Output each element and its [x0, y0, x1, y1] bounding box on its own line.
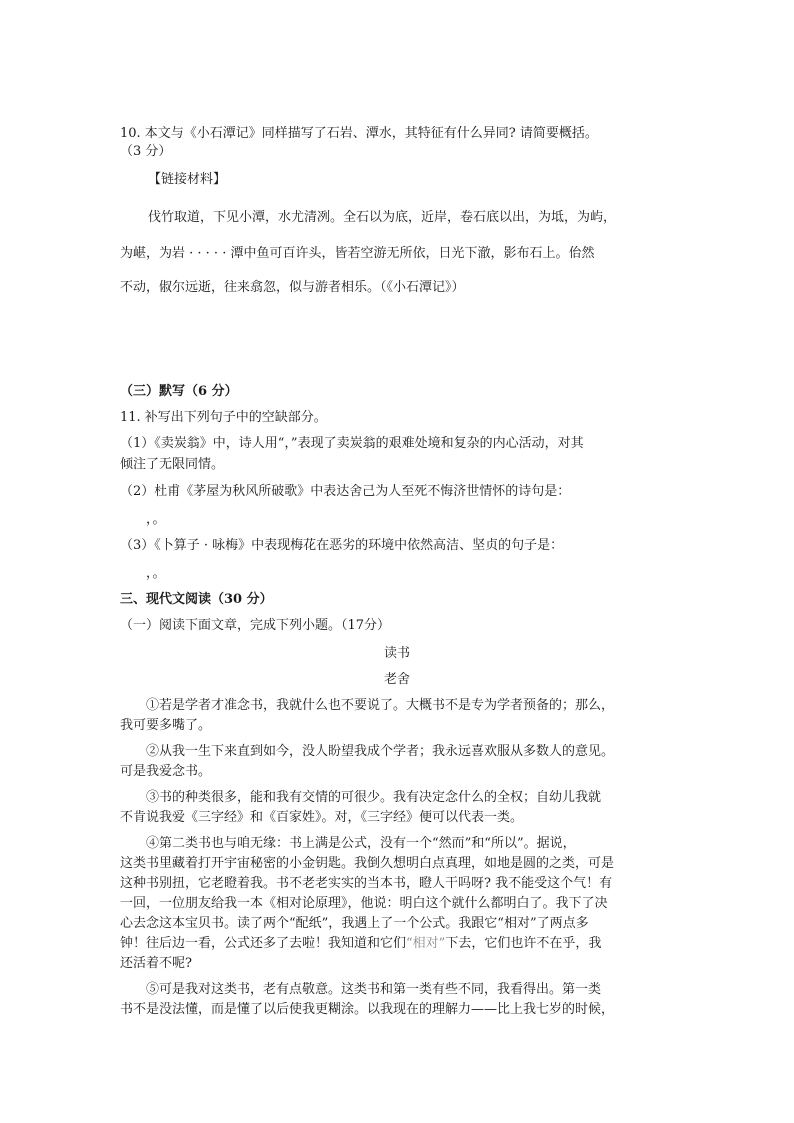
paragraph-1-cont: 我可要多嘴了。 — [120, 718, 212, 733]
paragraph-4-line-6 — [120, 936, 601, 952]
dictation-item-2: （2）杜甫《茅屋为秋风所破歌》中表达舍己为人至死不悔济世情怀的诗句是： — [120, 484, 571, 499]
dictation-item-3-blank: ，。 — [146, 566, 166, 581]
paragraph-5-cont: 书不是没法懂，而是懂了以后使我更糊涂。以我现在的理解力——比上我七岁的时候， — [120, 1002, 615, 1017]
dictation-item-1-cont: 倾注了无限同情。 — [120, 457, 225, 472]
question-10-text: 10. 本文与《小石潭记》同样描写了石岩、潭水，其特征有什么异同? 请简要概括。 — [120, 126, 598, 141]
dictation-item-3: （3）《卜算子 · 咏梅》中表现梅花在恶劣的环境中依然高洁、坚贞的句子是： — [120, 538, 564, 553]
paragraph-4-line-6-start: 钟！往后边一看，公式还多了去啦！我知道和它们 — [120, 936, 407, 951]
dictation-item-2-blank: ，。 — [146, 512, 166, 527]
paragraph-4-line-6-end: 下去，它们也许不在乎，我 — [445, 936, 602, 951]
paragraph-2-cont: 可是我爱念书。 — [120, 764, 212, 779]
paragraph-5: ⑤可是我对这类书，老有点敬意。这类书和第一类有些不同，我看得出。第一类 — [146, 982, 602, 997]
paragraph-3: ③书的种类很多，能和我有交情的可很少。我有决定念什么的全权；自幼儿我就 — [146, 790, 602, 805]
material-line-1: 伐竹取道，下见小潭，水尤清冽。全石以为底，近岸，卷石底以出，为坻，为屿， — [148, 210, 617, 225]
question-11: 11. 补写出下列句子中的空缺部分。 — [120, 410, 327, 425]
reading-heading: 三、现代文阅读（30 分） — [120, 592, 273, 607]
paragraph-1: ①若是学者才准念书，我就什么也不要说了。大概书不是专为学者预备的；那么， — [146, 698, 615, 713]
paragraph-4-line-5: 心去念这本宝贝书。读了两个“配纸”，我遇上了一个公式。我跟它“相对”了两点多 — [120, 916, 589, 931]
paragraph-4: ④第二类书也与咱无缘：书上满是公式，没有一个“然而”和“所以”。据说， — [146, 836, 576, 851]
paragraph-4-line-4: 一回，一位朋友给我一本《相对论原理》，他说：明白这个就什么都明白了。我下了决 — [120, 896, 608, 911]
material-line-2: 为嵁，为岩 · · · · · 潭中鱼可百许头，皆若空游无所依，日光下澈，影布石上。佁然 — [120, 246, 595, 261]
paragraph-2: ②从我一生下来直到如今，没人盼望我成个学者；我永远喜欢服从多数人的意见。 — [146, 744, 615, 759]
dictation-heading: （三）默写（6 分） — [120, 384, 238, 399]
paragraph-3-cont: 不肯说我爱《三字经》和《百家姓》。对，《三字经》便可以代表一类。 — [120, 810, 524, 825]
paragraph-4-line-7: 还活着不呢? — [120, 956, 192, 971]
paragraph-4-line-2: 这类书里藏着打开宇宙秘密的小金钥匙。我倒久想明白点真理，如地是圆的之类，可是 — [120, 856, 615, 871]
article-title: 读书 — [383, 646, 410, 661]
material-heading: 【链接材料】 — [148, 172, 227, 187]
question-10-score: （3 分） — [120, 144, 172, 159]
reading-instruction: （一）阅读下面文章，完成下列小题。（17分） — [120, 618, 391, 633]
dictation-item-1: （1）《卖炭翁》中，诗人用“，”表现了卖炭翁的艰难处境和复杂的内心活动，对其 — [120, 436, 584, 451]
article-author: 老舍 — [383, 672, 410, 687]
material-line-3: 不动，俶尔远逝，往来翕忽，似与游者相乐。（《小石潭记》） — [120, 280, 465, 295]
paragraph-4-line-3: 这种书别扭，它老瞪着我。书不老老实实的当本书，瞪人干吗呀? 我不能受这个气！有 — [120, 876, 613, 891]
paragraph-4-highlight: “相对” — [406, 936, 446, 951]
